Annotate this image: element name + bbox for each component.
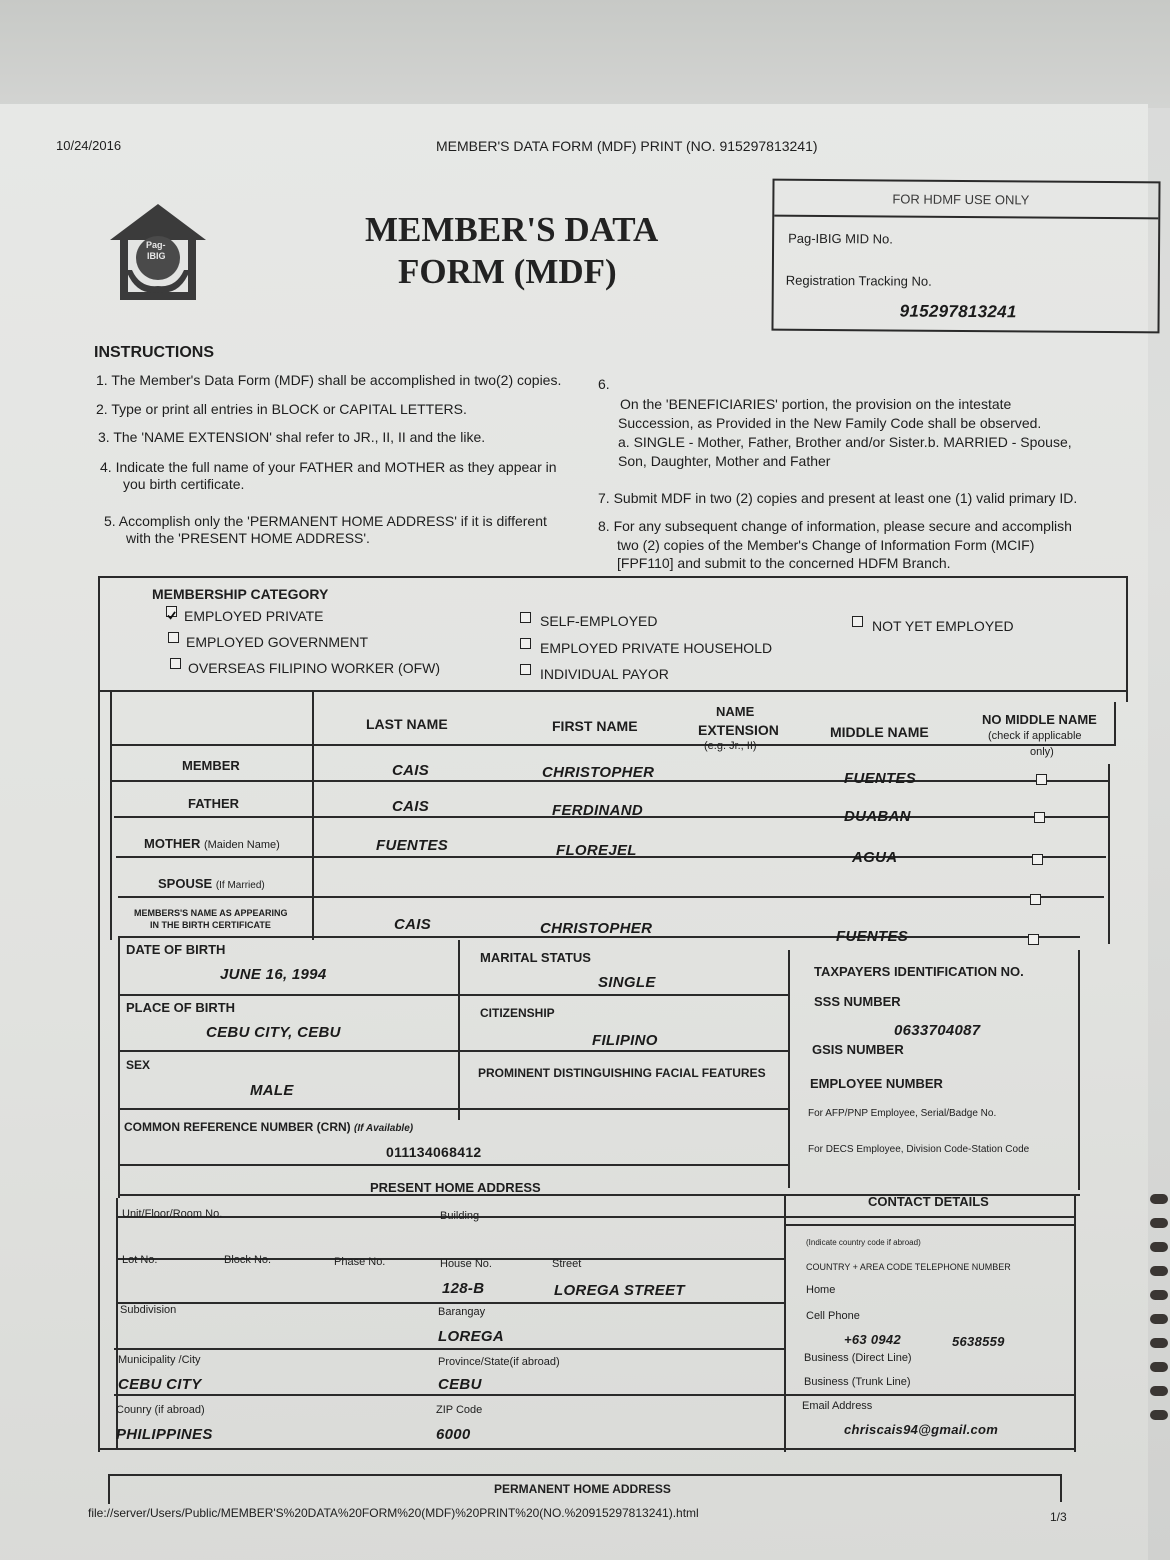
row-label-father: FATHER	[188, 796, 240, 811]
address-title: PRESENT HOME ADDRESS	[370, 1180, 541, 1195]
features-label: PROMINENT DISTINGUISHING FACIAL FEATURES	[478, 1066, 766, 1080]
option-employed-private: EMPLOYED PRIVATE	[184, 608, 324, 624]
rtn-value: 915297813241	[899, 301, 1017, 322]
street-value: LOREGA STREET	[554, 1282, 685, 1299]
deped-label: For DECS Employee, Division Code-Station Code	[808, 1144, 1030, 1155]
checkbox-spouse-no-middle[interactable]	[1030, 894, 1041, 905]
subdivision-label: Subdivision	[120, 1304, 177, 1316]
row-label-mother	[144, 836, 280, 851]
house-value: 128-B	[442, 1280, 485, 1297]
form-title-line1: MEMBER'S DATA	[365, 210, 659, 249]
sex-label: SEX	[126, 1058, 151, 1072]
header-ext-2: EXTENSION	[698, 722, 779, 738]
checkbox-ofw[interactable]	[170, 658, 181, 669]
sss-value: 0633704087	[894, 1022, 981, 1039]
unit-label: Unit/Floor/Room No.	[122, 1208, 223, 1220]
marital-value: SINGLE	[598, 974, 656, 991]
instruction-8-line2: two (2) copies of the Member's Change of Information Form (MCIF)	[617, 537, 1035, 553]
contact-title: CONTACT DETAILS	[868, 1194, 989, 1209]
instruction-6-line2: Succession, as Provided in the New Family Code shall be observed.	[618, 415, 1042, 431]
print-title: MEMBER'S DATA FORM (MDF) PRINT (NO. 915297813241)	[436, 138, 818, 154]
option-private-household: EMPLOYED PRIVATE HOUSEHOLD	[540, 640, 773, 656]
checkbox-employed-private[interactable]	[166, 606, 177, 617]
instruction-6-line3: a. SINGLE - Mother, Father, Brother and/or Sister.b. MARRIED - Spouse,	[618, 434, 1072, 450]
hdmf-box-title: FOR HDMF USE ONLY	[892, 191, 1030, 208]
citizenship-label: CITIZENSHIP	[480, 1006, 555, 1020]
option-employed-government: EMPLOYED GOVERNMENT	[186, 634, 369, 650]
crn-label-text: COMMON REFERENCE NUMBER (CRN)	[124, 1120, 351, 1134]
marital-label: MARITAL STATUS	[480, 950, 591, 965]
logo-text-2: IBIG	[147, 251, 166, 261]
header-ext-3: (e.g. Jr., II)	[704, 740, 757, 752]
permanent-address-title: PERMANENT HOME ADDRESS	[494, 1482, 671, 1496]
cell-phone-label: Cell Phone	[806, 1310, 860, 1322]
contact-details	[788, 1190, 1074, 1450]
employee-number-label: EMPLOYEE NUMBER	[810, 1076, 943, 1091]
personal-details	[120, 938, 1080, 1198]
row-label-spouse	[158, 876, 265, 891]
sex-value: MALE	[250, 1082, 294, 1099]
contact-format: COUNTRY + AREA CODE TELEPHONE NUMBER	[806, 1262, 1011, 1272]
city-label: Municipality /City	[118, 1354, 201, 1366]
block-label: Block No.	[224, 1254, 272, 1266]
rtn-label: Registration Tracking No.	[785, 272, 932, 289]
biz-direct-label: Business (Direct Line)	[804, 1352, 912, 1364]
option-individual-payor: INDIVIDUAL PAYOR	[540, 666, 669, 682]
barangay-value: LOREGA	[438, 1328, 504, 1345]
house-label: House No.	[440, 1258, 492, 1270]
instruction-8-line1: 8. For any subsequent change of information, please secure and accomplish	[598, 518, 1072, 534]
checkbox-self-employed[interactable]	[520, 612, 531, 623]
father-last-name: CAIS	[392, 798, 430, 815]
dob-value: JUNE 16, 1994	[220, 966, 327, 983]
cell-number: 5638559	[952, 1334, 1005, 1349]
afp-label: For AFP/PNP Employee, Serial/Badge No.	[808, 1108, 997, 1119]
phase-label: Phase No.	[334, 1256, 386, 1268]
pob-label: PLACE OF BIRTH	[126, 1000, 236, 1015]
instruction-7: 7. Submit MDF in two (2) copies and present at least one (1) valid primary ID.	[598, 490, 1078, 506]
home-phone-label: Home	[806, 1284, 836, 1296]
member-middle-name: FUENTES	[844, 770, 917, 787]
header-last-name: LAST NAME	[366, 716, 448, 732]
street-label: Street	[552, 1258, 582, 1270]
header-no-middle-2: (check if applicable	[988, 730, 1082, 742]
header-first-name: FIRST NAME	[552, 718, 638, 734]
form-page	[0, 104, 1148, 1560]
checkbox-employed-government[interactable]	[168, 632, 179, 643]
sss-label: SSS NUMBER	[814, 994, 901, 1009]
instruction-6-line4: Son, Daughter, Mother and Father	[618, 453, 831, 469]
bc-middle-name: FUENTES	[836, 928, 909, 945]
province-label: Province/State(if abroad)	[438, 1356, 560, 1368]
spouse-label: SPOUSE	[158, 876, 213, 891]
barangay-label: Barangay	[438, 1306, 486, 1318]
dob-label: DATE OF BIRTH	[126, 942, 226, 957]
instruction-3: 3. The 'NAME EXTENSION' shal refer to JR., II, II and the like.	[98, 429, 486, 445]
header-no-middle-3: only)	[1030, 746, 1054, 758]
checkbox-individual-payor[interactable]	[520, 664, 531, 675]
building-label: Building	[440, 1210, 480, 1222]
city-value: CEBU CITY	[118, 1376, 202, 1393]
pob-value: CEBU CITY, CEBU	[206, 1024, 341, 1041]
crn-value: 011134068412	[386, 1144, 482, 1160]
father-middle-name: DUABAN	[844, 808, 911, 825]
member-first-name: CHRISTOPHER	[542, 764, 655, 781]
instruction-6-line1: On the 'BENEFICIARIES' portion, the provision on the intestate	[620, 396, 1012, 412]
header-middle-name: MIDDLE NAME	[830, 724, 929, 740]
instruction-4: 4. Indicate the full name of your FATHER and MOTHER as they appear in	[100, 459, 557, 475]
checkbox-mother-no-middle[interactable]	[1032, 854, 1043, 865]
mother-middle-name: AGUA	[852, 849, 898, 866]
lot-label: Lot No.	[122, 1254, 158, 1266]
membership-category	[100, 578, 1126, 690]
crn-label	[124, 1120, 413, 1134]
logo-text-1: Pag-	[146, 240, 166, 250]
instructions-title: INSTRUCTIONS	[94, 344, 214, 361]
father-first-name: FERDINAND	[552, 802, 644, 819]
header-ext-1: NAME	[716, 704, 755, 719]
instruction-2: 2. Type or print all entries in BLOCK or CAPITAL LETTERS.	[96, 401, 467, 417]
bc-first-name: CHRISTOPHER	[540, 920, 653, 937]
member-last-name: CAIS	[392, 762, 430, 779]
pagibig-logo	[106, 200, 210, 304]
gsis-label: GSIS NUMBER	[812, 1042, 904, 1057]
citizenship-value: FILIPINO	[592, 1032, 658, 1049]
country-value: PHILIPPINES	[116, 1426, 213, 1443]
page-number: 1/3	[1050, 1510, 1067, 1524]
zip-value: 6000	[436, 1426, 471, 1443]
hdmf-use-box	[771, 179, 1160, 334]
file-path: file://server/Users/Public/MEMBER'S%20DATA%20FORM%20(MDF)%20PRINT%20(NO.%20915297813241).html	[88, 1506, 699, 1520]
spouse-label-note: (If Married)	[215, 880, 265, 891]
names-table	[100, 692, 1116, 945]
row-label-member: MEMBER	[182, 758, 240, 773]
mother-label-note: (Maiden Name)	[203, 839, 280, 851]
header-no-middle-1: NO MIDDLE NAME	[982, 712, 1097, 727]
cell-code: +63 0942	[844, 1332, 901, 1347]
print-date: 10/24/2016	[56, 138, 122, 153]
mid-label: Pag-IBIG MID No.	[788, 230, 893, 247]
contact-note: (Indicate country code if abroad)	[806, 1238, 921, 1247]
row-label-birth-cert-2: IN THE BIRTH CERTIFICATE	[150, 920, 271, 930]
instruction-1: 1. The Member's Data Form (MDF) shall be accomplished in two(2) copies.	[96, 372, 562, 388]
instruction-6-num: 6.	[598, 376, 610, 392]
instruction-5-cont: with the 'PRESENT HOME ADDRESS'.	[126, 530, 370, 546]
mother-last-name: FUENTES	[376, 837, 449, 854]
checkbox-father-no-middle[interactable]	[1034, 812, 1045, 823]
tin-label: TAXPAYERS IDENTIFICATION NO.	[814, 964, 1024, 979]
email-label: Email Address	[802, 1400, 873, 1412]
email-value: chriscais94@gmail.com	[844, 1422, 999, 1437]
checkbox-private-household[interactable]	[520, 638, 531, 649]
membership-title: MEMBERSHIP CATEGORY	[152, 586, 329, 602]
back-page	[0, 0, 1170, 108]
row-label-birth-cert-1: MEMBERS'S NAME AS APPEARING	[134, 908, 288, 918]
biz-trunk-label: Business (Trunk Line)	[804, 1376, 911, 1388]
instruction-8-line3: [FPF110] and submit to the concerned HDFM Branch.	[617, 555, 951, 571]
instruction-4-cont: you birth certificate.	[123, 476, 245, 492]
crn-note: (If Available)	[354, 1123, 414, 1134]
checkbox-member-no-middle[interactable]	[1036, 774, 1047, 785]
bc-last-name: CAIS	[394, 916, 432, 933]
form-title-line2: FORM (MDF)	[398, 252, 617, 291]
mother-label: MOTHER	[144, 836, 201, 851]
zip-label: ZIP Code	[436, 1404, 483, 1416]
mother-first-name: FLOREJEL	[556, 842, 637, 859]
option-ofw: OVERSEAS FILIPINO WORKER (OFW)	[188, 660, 441, 676]
option-self-employed: SELF-EMPLOYED	[540, 613, 658, 629]
option-not-yet-employed: NOT YET EMPLOYED	[872, 618, 1014, 634]
checkmark-icon	[167, 611, 176, 620]
country-label: Counry (if abroad)	[116, 1404, 205, 1416]
province-value: CEBU	[438, 1376, 482, 1393]
instruction-5: 5. Accomplish only the 'PERMANENT HOME ADDRESS' if it is different	[104, 513, 547, 529]
checkbox-not-yet-employed[interactable]	[852, 616, 863, 627]
